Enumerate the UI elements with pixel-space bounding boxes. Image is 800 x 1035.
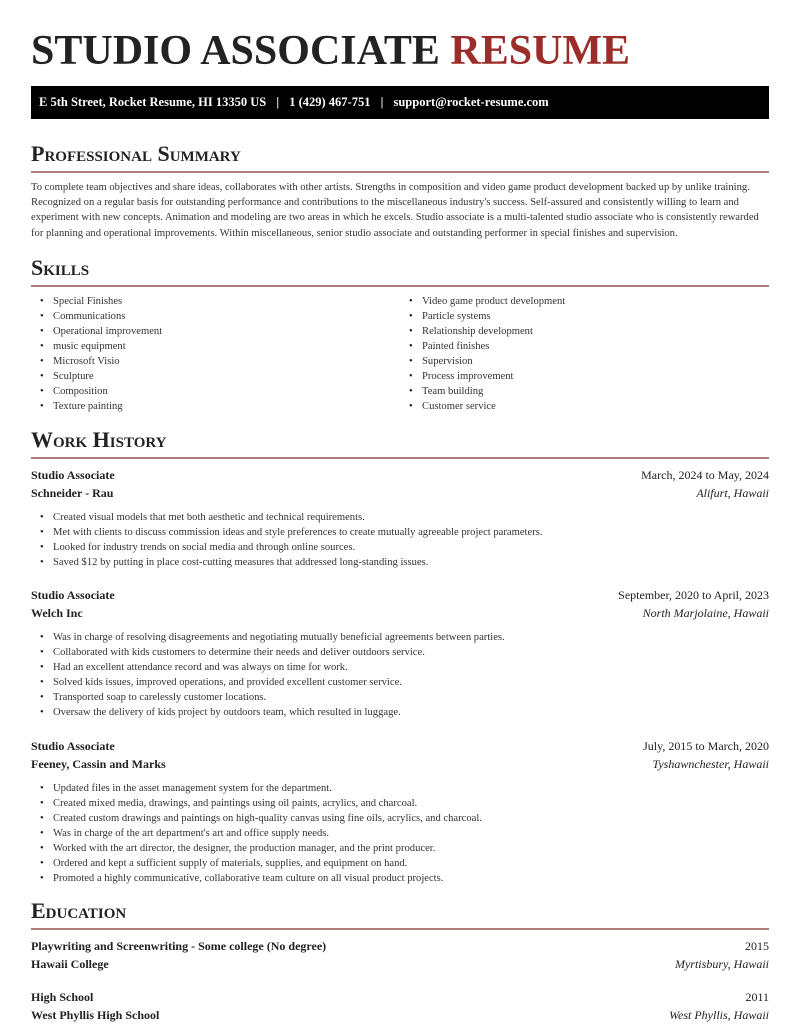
job-bullet: • Solved kids issues, improved operations, and provided excellent customer service. [53,675,769,690]
section-divider [31,171,769,173]
job-employer: Welch Inc [31,605,83,620]
skill-item: • Special Finishes [53,294,400,309]
skill-item: • Operational improvement [53,324,400,339]
job-employer: Schneider - Rau [31,485,114,500]
education-degree: Playwriting and Screenwriting - Some college (No degree) [31,939,327,954]
work-history-section [31,427,769,887]
job-location: North Marjolaine, Hawaii [642,605,769,620]
contact-separator: | [276,95,280,109]
skill-item: • Painted finishes [422,339,769,354]
skill-item: • Relationship development [422,324,769,339]
job-bullet: • Met with clients to discuss commission ideas and style preferences to create mutually agreeable project parameters. [53,525,769,540]
section-heading: Work History [31,426,167,452]
job-bullet: • Updated files in the asset management system for the department. [53,781,769,796]
education-section [31,898,769,1024]
job-bullet: • Created visual models that met both aesthetic and technical requirements. [53,510,769,525]
job-bullets [31,781,769,887]
job-bullets [31,630,769,721]
job-role: Studio Associate [31,738,115,753]
education-school: Hawaii College [31,957,109,972]
title-accent: RESUME [450,28,631,74]
summary-text: To complete team objectives and share ideas, collaborates with other artists. Strengths in composition and video game product development backed up by unlike training. Recognized on a regular basis for outstanding performance and contributions to the miscellaneous industry's success. Self-assured and consistently willing to learn and experiment with new concepts. Animation and modeling are two areas in which he excels. Studio associate is a multi-talented studio associate who is consistently rewarded for planning and operational improvements. Within miscellaneous, senior studio associate and outstanding performer in special finishes and supervision. [31,182,759,239]
skill-item: • music equipment [53,339,400,354]
job-bullet: • Created custom drawings and paintings on high-quality canvas using fine oils, acrylics, and charcoal. [53,811,769,826]
education-entry [31,937,769,973]
job-bullet: • Promoted a highly communicative, collaborative team culture on all visual product projects. [53,871,769,886]
job-bullet: • Collaborated with kids customers to determine their needs and deliver outdoors service. [53,645,769,660]
skills-list-right [400,294,769,415]
education-school: West Phyllis High School [31,1008,160,1023]
skill-item: • Texture painting [53,399,400,414]
job-dates: July, 2015 to March, 2020 [643,738,769,753]
professional-summary-section [31,141,769,241]
skill-item: • Microsoft Visio [53,354,400,369]
education-location: Myrtisbury, Hawaii [674,957,769,972]
job-bullet: • Looked for industry trends on social media and through online sources. [53,540,769,555]
skill-item: • Video game product development [422,294,769,309]
skill-item: • Customer service [422,399,769,414]
skill-item: • Communications [53,309,400,324]
job-dates: September, 2020 to April, 2023 [618,587,769,602]
section-divider [31,285,769,287]
job-bullet: • Was in charge of the art department's art and office supply needs. [53,826,769,841]
skill-item: • Particle systems [422,309,769,324]
contact-phone: 1 (429) 467-751 [289,95,371,109]
education-entry [31,988,769,1024]
section-heading: Professional Summary [31,141,241,166]
job-location: Tyshawnchester, Hawaii [652,756,769,771]
contact-address: E 5th Street, Rocket Resume, HI 13350 US [39,95,267,109]
skills-grid [31,294,769,415]
job-bullet: • Had an excellent attendance record and was always on time for work. [53,660,769,675]
job-entry [31,737,769,887]
job-role: Studio Associate [31,467,115,482]
section-divider [31,457,769,459]
job-dates: March, 2024 to May, 2024 [641,467,769,482]
job-bullet: • Was in charge of resolving disagreements and negotiating mutually beneficial agreements between parties. [53,630,769,645]
skill-item: • Sculpture [53,369,400,384]
resume-title [31,0,769,74]
job-bullet: • Worked with the art director, the designer, the production manager, and the print producer. [53,841,769,856]
education-year: 2011 [745,990,769,1005]
section-heading: Education [31,898,127,924]
job-bullet: • Ordered and kept a sufficient supply of materials, supplies, and equipment on hand. [53,856,769,871]
job-bullet: • Saved $12 by putting in place cost-cutting measures that addressed long-standing issues. [53,555,769,570]
job-bullet: • Created mixed media, drawings, and paintings using oil paints, acrylics, and charcoal. [53,796,769,811]
skill-item: • Team building [422,384,769,399]
job-bullets [31,510,769,570]
job-location: Alifurt, Hawaii [696,485,769,500]
section-heading: Skills [31,254,90,280]
skill-item: • Composition [53,384,400,399]
contact-email[interactable]: support@rocket-resume.com [393,95,549,109]
education-degree: High School [31,990,94,1005]
job-entry [31,586,769,721]
education-year: 2015 [745,939,769,954]
skills-list-left [31,294,400,415]
job-bullet: • Transported soap to carelessly customer locations. [53,690,769,705]
section-divider [31,928,769,930]
skill-item: • Process improvement [422,369,769,384]
title-main: STUDIO ASSOCIATE [31,28,440,74]
contact-separator: | [380,95,384,109]
job-bullet: • Oversaw the delivery of kids project by outdoors team, which resulted in luggage. [53,705,769,720]
education-location: West Phyllis, Hawaii [669,1008,769,1023]
job-entry [31,466,769,570]
job-employer: Feeney, Cassin and Marks [31,756,166,771]
skill-item: • Supervision [422,354,769,369]
contact-bar [31,86,769,119]
job-role: Studio Associate [31,587,115,602]
skills-section [31,255,769,415]
